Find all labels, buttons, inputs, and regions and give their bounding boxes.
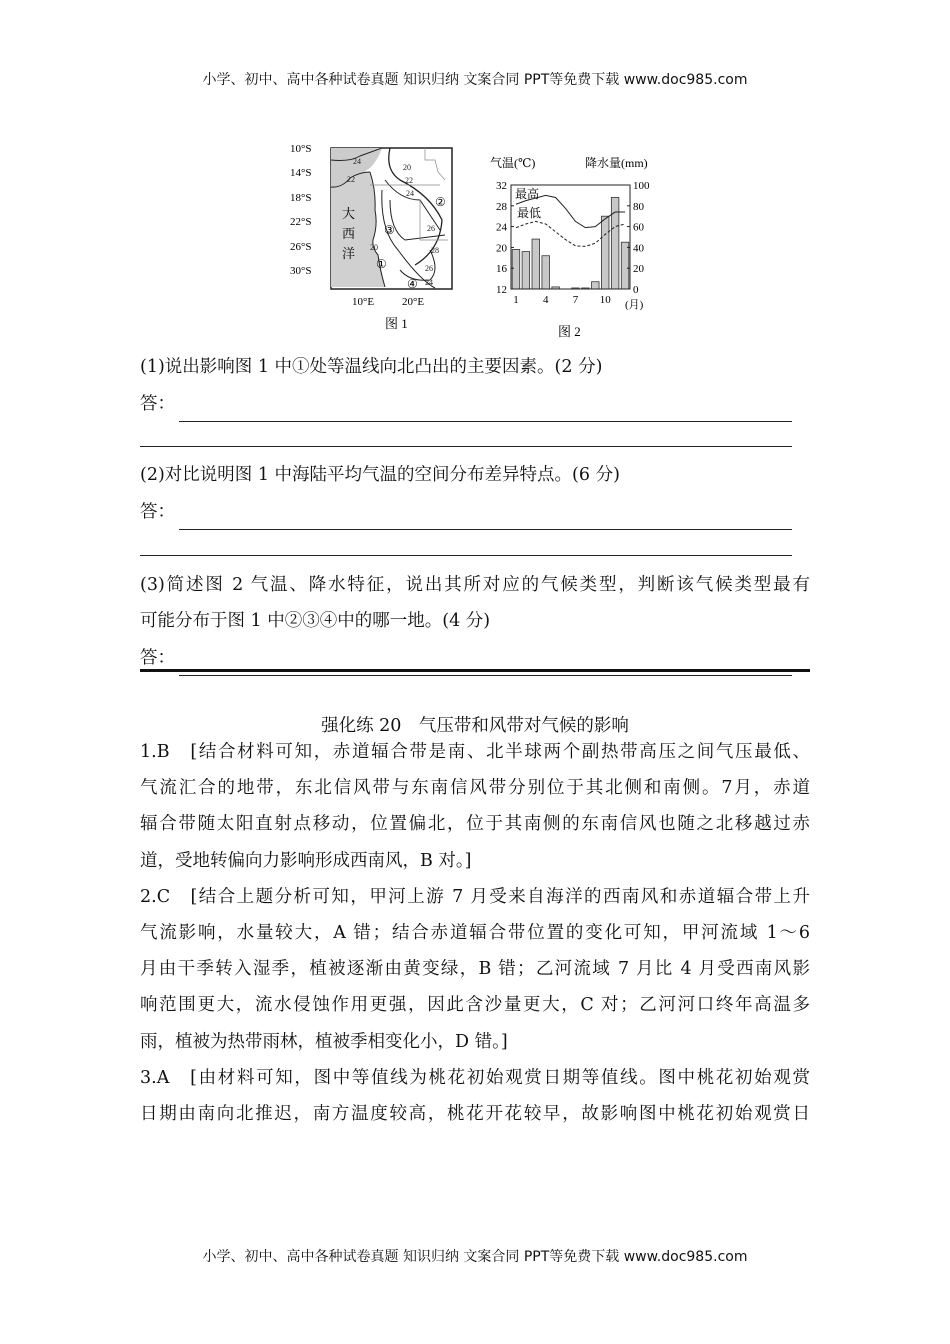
point-label-2: ② (435, 195, 446, 209)
point-label-4: ④ (407, 277, 418, 291)
answer-explanation-line: 1.B [结合材料可知，赤道辐合带是南、北半球两个副热带高压之间气压最低、 (140, 742, 810, 762)
lat-label: 10°S (290, 143, 312, 155)
question-2: (2)对比说明图 1 中海陆平均气温的空间分布差异特点。(6 分) (140, 465, 620, 485)
answer-label: 答： (140, 502, 175, 522)
answer-blank-line[interactable] (140, 555, 792, 556)
isotherm-label: 22 (347, 175, 355, 184)
x-tick: 1 (513, 294, 519, 306)
answer-explanation-line: 3.A [由材料可知，图中等值线为桃花初始观赏日期等值线。图中桃花初始观赏 (140, 1067, 810, 1088)
isotherm-label: 24 (406, 189, 414, 198)
answer-blank-line[interactable] (140, 446, 792, 447)
lat-label: 30°S (290, 265, 312, 277)
question-3-line: 可能分布于图 1 中②③④中的哪一地。(4 分) (140, 611, 491, 631)
isotherm-label: 26 (425, 264, 433, 273)
y-left-label: 气温(℃) (490, 156, 536, 170)
y-left-tick: 32 (496, 180, 507, 192)
ocean-label: 大 (342, 206, 356, 221)
answer-label: 答： (140, 394, 175, 414)
lon-label: 20°E (402, 296, 425, 308)
y-right-label: 降水量(mm) (585, 156, 648, 170)
precip-bar (522, 252, 530, 289)
figure-2-caption: 图 2 (558, 324, 581, 339)
answer-input-2[interactable] (179, 507, 792, 530)
y-left-tick: 28 (496, 200, 507, 213)
y-right-tick: 80 (633, 200, 644, 213)
precip-bar (601, 216, 609, 289)
page-header: 小学、初中、高中各种试卷真题 知识归纳 文案合同 PPT等免费下载 www.doc985.com (202, 72, 748, 88)
figure-2-climate-chart (480, 150, 660, 340)
answer-explanation-line: 气流汇合的地带，东北信风带与东南信风带分别位于其北侧和南侧。7月，赤道 (140, 778, 810, 799)
isotherm-label: 26 (427, 224, 435, 233)
lat-label: 22°S (290, 216, 312, 228)
y-right-tick: 0 (633, 284, 639, 296)
y-right-tick: 20 (633, 263, 644, 276)
question-3-line: (3)简述图 2 气温、降水特征，说出其所对应的气候类型，判断该气候类型最有 (140, 575, 810, 595)
x-tick: 10 (599, 294, 611, 306)
isotherm-label: 24 (425, 278, 433, 287)
legend-min: 最低 (517, 206, 542, 220)
section-divider (140, 669, 810, 672)
isotherm-label: 20 (370, 243, 378, 252)
legend-max: 最高 (515, 187, 540, 201)
y-left-tick: 12 (496, 284, 507, 296)
y-left-tick: 24 (496, 221, 507, 234)
point-label-1: ① (376, 257, 387, 271)
ocean-label: 西 (342, 226, 356, 241)
isotherm-label: 20 (403, 163, 411, 172)
x-axis-label: (月) (625, 299, 644, 311)
isotherm-label: 22 (405, 176, 413, 185)
y-right-tick: 100 (633, 180, 650, 192)
question-1: (1)说出影响图 1 中①处等温线向北凸出的主要因素。(2 分) (140, 357, 603, 377)
answer-label: 答： (140, 648, 175, 668)
answer-explanation-line: 辐合带随太阳直射点移动，位置偏北，位于其南侧的东南信风也随之北移越过赤 (140, 814, 810, 835)
answer-explanation-line: 2.C [结合上题分析可知，甲河上游 7 月受来自海洋的西南风和赤道辐合带上升 (140, 886, 810, 907)
answer-explanation-line: 月由干季转入湿季，植被逐渐由黄变绿，B 错；乙河流域 7 月比 4 月受西南风影 (140, 959, 810, 980)
answer-row-2 (140, 494, 792, 530)
isotherm-label: 24 (353, 157, 361, 166)
answer-explanation-line: 道，受地转偏向力影响形成西南风，B 对。] (140, 850, 472, 871)
point-label-3: ③ (384, 223, 395, 237)
page-footer: 小学、初中、高中各种试卷真题 知识归纳 文案合同 PPT等免费下载 www.doc985.com (202, 1249, 748, 1265)
x-tick: 4 (542, 294, 549, 306)
answer-explanation-line: 响范围更大，流水侵蚀作用更强，因此含沙量更大，C 对；乙河河口终年高温多 (140, 995, 810, 1016)
y-left-tick: 20 (496, 242, 507, 255)
ocean-label: 洋 (342, 246, 356, 261)
lat-label: 26°S (290, 241, 312, 253)
precip-bar (542, 256, 550, 289)
section-title: 强化练 20 气压带和风带对气候的影响 (321, 716, 629, 736)
x-tick: 7 (572, 294, 579, 306)
figure-1-map (290, 140, 465, 340)
y-right-tick: 40 (633, 242, 644, 255)
lon-label: 10°E (352, 296, 375, 308)
precip-bar (611, 197, 619, 289)
precip-bar (512, 249, 520, 289)
answer-row-1 (140, 386, 792, 422)
lat-label: 18°S (290, 192, 312, 204)
y-right-tick: 60 (633, 221, 644, 234)
isotherm-label: 28 (431, 246, 439, 255)
precip-bar (592, 282, 600, 289)
answer-input-3[interactable] (179, 653, 792, 676)
answer-explanation-line: 雨，植被为热带雨林，植被季相变化小，D 错。] (140, 1031, 508, 1052)
answer-explanation-line: 日期由南向北推迟，南方温度较高，桃花开花较早，故影响图中桃花初始观赏日 (140, 1104, 810, 1124)
lat-label: 14°S (290, 167, 312, 179)
precip-bar (621, 242, 629, 289)
y-left-tick: 16 (496, 263, 507, 276)
figure-1-caption: 图 1 (385, 316, 408, 331)
answer-input-1[interactable] (179, 399, 792, 422)
precip-bar (532, 239, 540, 289)
answer-explanation-line: 气流影响，水量较大，A 错；结合赤道辐合带位置的变化可知，甲河流域 1～6 (140, 923, 810, 943)
